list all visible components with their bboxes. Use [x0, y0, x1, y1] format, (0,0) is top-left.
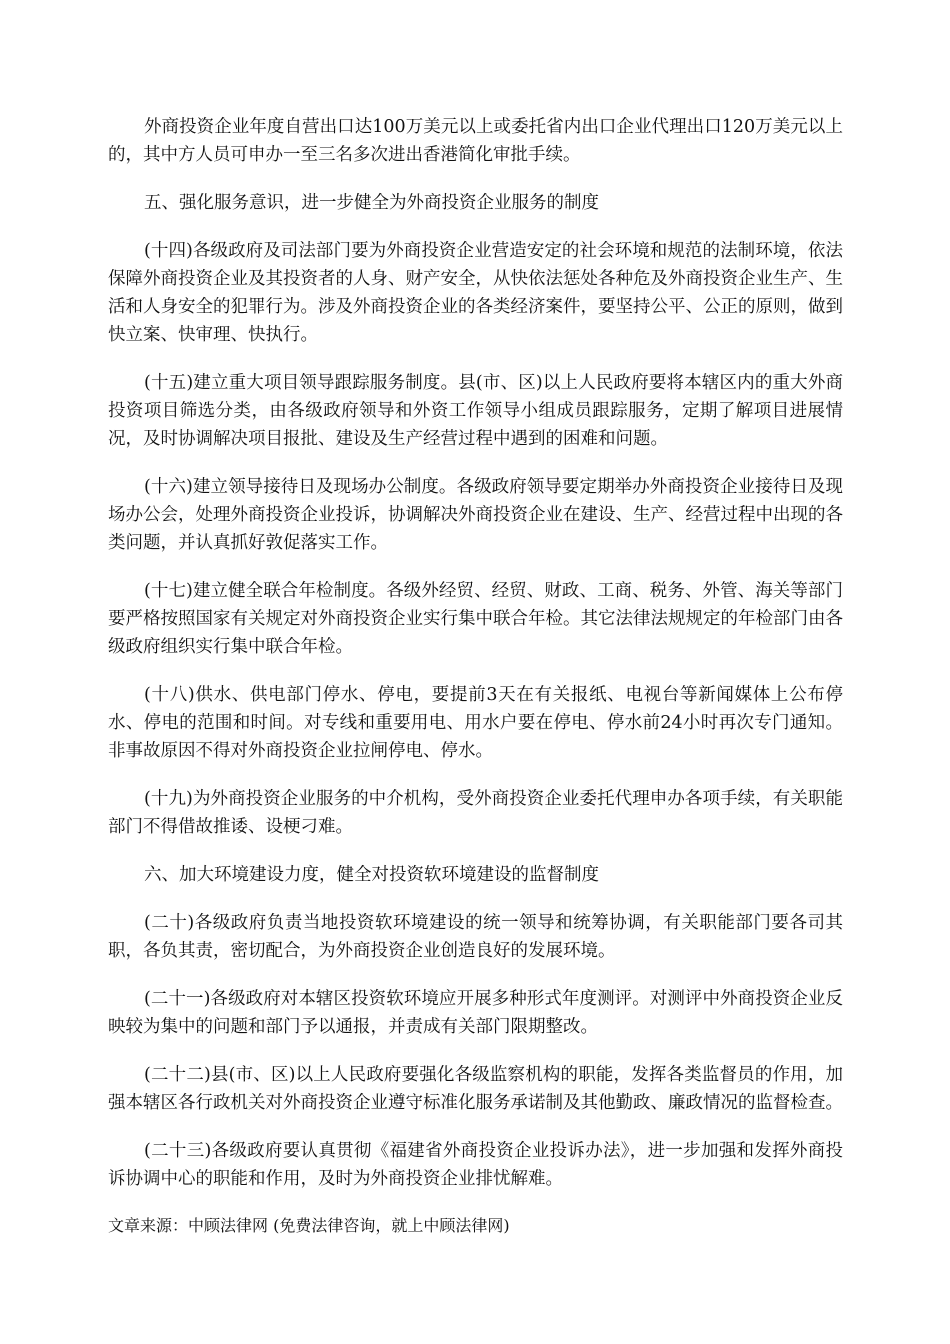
paragraph-14: (十四)各级政府及司法部门要为外商投资企业营造安定的社会环境和规范的法制环境，依法保障外商投资企业及其投资者的人身、财产安全，从快依法惩处各种危及外商投资企业生产、生活和人身安全的犯罪行为。涉及外商投资企业的各类经济案件，要坚持公平、公正的原则，做到快立案、快审理、快执行。 [108, 241, 843, 345]
section-heading-6: 六、加大环境建设力度，健全对投资软环境建设的监督制度 [144, 865, 599, 885]
paragraph-23: (二十三)各级政府要认真贯彻《福建省外商投资企业投诉办法》，进一步加强和发挥外商投诉协调中心的职能和作用，及时为外商投资企业排忧解难。 [108, 1141, 843, 1189]
paragraph-18: (十八)供水、供电部门停水、停电，要提前3天在有关报纸、电视台等新闻媒体上公布停水、停电的范围和时间。对专线和重要用电、用水户要在停电、停水前24小时再次专门通知。非事故原因不得对外商投资企业拉闸停电、停水。 [108, 685, 843, 761]
document-body [108, 113, 843, 1239]
paragraph-export-exit-procedures: 外商投资企业年度自营出口达100万美元以上或委托省内出口企业代理出口120万美元以上的，其中方人员可申办一至三名多次进出香港简化审批手续。 [108, 117, 843, 165]
paragraph-16: (十六)建立领导接待日及现场办公制度。各级政府领导要定期举办外商投资企业接待日及现场办公会，处理外商投资企业投诉，协调解决外商投资企业在建设、生产、经营过程中出现的各类问题，并认真抓好敦促落实工作。 [108, 477, 843, 553]
paragraph-19: (十九)为外商投资企业服务的中介机构，受外商投资企业委托代理申办各项手续，有关职能部门不得借故推诿、设梗刁难。 [108, 789, 843, 837]
source-line: 文章来源：中顾法律网 (免费法律咨询，就上中顾法律网) [108, 1216, 510, 1235]
paragraph-20: (二十)各级政府负责当地投资软环境建设的统一领导和统筹协调，有关职能部门要各司其职，各负其责，密切配合，为外商投资企业创造良好的发展环境。 [108, 913, 843, 961]
paragraph-15: (十五)建立重大项目领导跟踪服务制度。县(市、区)以上人民政府要将本辖区内的重大外商投资项目筛选分类，由各级政府领导和外资工作领导小组成员跟踪服务，定期了解项目进展情况，及时协调解决项目报批、建设及生产经营过程中遇到的困难和问题。 [108, 373, 843, 449]
paragraph-17: (十七)建立健全联合年检制度。各级外经贸、经贸、财政、工商、税务、外管、海关等部门要严格按照国家有关规定对外商投资企业实行集中联合年检。其它法律法规规定的年检部门由各级政府组织实行集中联合年检。 [108, 581, 843, 657]
paragraph-22: (二十二)县(市、区)以上人民政府要强化各级监察机构的职能，发挥各类监督员的作用，加强本辖区各行政机关对外商投资企业遵守标准化服务承诺制及其他勤政、廉政情况的监督检查。 [108, 1065, 843, 1113]
paragraph-21: (二十一)各级政府对本辖区投资软环境应开展多种形式年度测评。对测评中外商投资企业反映较为集中的问题和部门予以通报，并责成有关部门限期整改。 [108, 989, 843, 1037]
section-heading-5: 五、强化服务意识，进一步健全为外商投资企业服务的制度 [144, 193, 599, 213]
